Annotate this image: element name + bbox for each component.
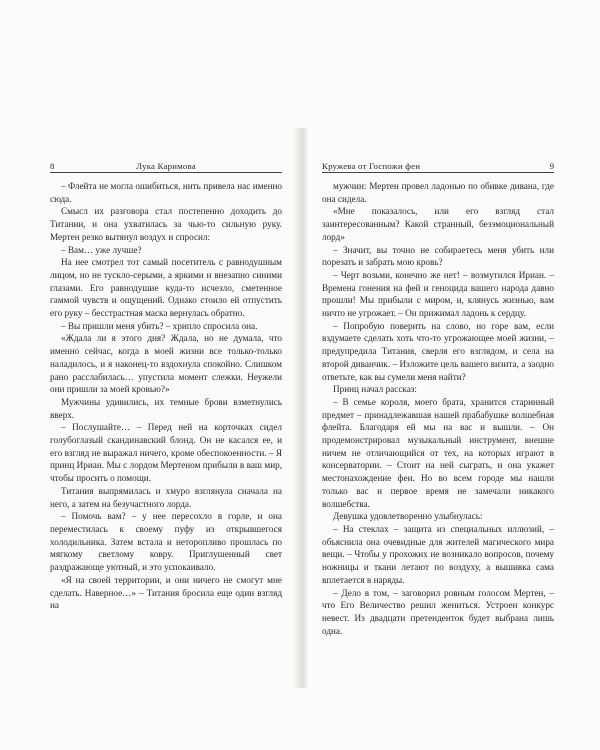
paragraph: «Мне показалось, или его взгляд стал заинтересованным? Какой странный, безэмоциональный лорд»	[322, 206, 554, 242]
page-number-right: 9	[549, 161, 554, 171]
left-page-body	[50, 180, 282, 612]
paragraph: мужчин: Мертен провел ладонью по обивке дивана, где она сидела.	[322, 181, 554, 204]
book-gutter	[294, 128, 308, 688]
paragraph: – Флейта не могла ошибиться, нить привела нас именно сюда.	[50, 181, 282, 204]
paragraph: – Черт возьми, конечно же нет! – возмутился Ириан. – Времена гонения на фей и геноцида вашего народа давно прошли! Мы прибыли с миром, и, клянусь жизнью, вам ничто не угрожает. – Он прижимал ладонь к сердцу.	[322, 269, 554, 319]
paragraph: Титания выпрямилась и хмуро взглянула сначала на него, а затем на безучастного лорда.	[50, 485, 282, 509]
paragraph: Принц начал рассказ:	[333, 384, 417, 395]
running-head-author: Лука Каримова	[136, 161, 196, 171]
running-head-title: Кружева от Госпожи феи	[322, 161, 421, 171]
paragraph: Мужчины удивились, их темные брови взметнулись вверх.	[50, 396, 282, 420]
paragraph: – Вам… уже лучше?	[61, 244, 142, 255]
paragraph: – Попробую поверить на слово, но горе вам, если вздумаете сделать хоть что-то угрожающее моей жизни, – предупредила Титания, сверля его взглядом, и села на второй диванчик. – Изложите цель вашего визита, а заодно ответьте, как вы сумели меня найти?	[322, 320, 554, 382]
page-number-left: 8	[50, 161, 55, 171]
paragraph: «Я на своей территории, и они ничего не смогут мне сделать. Наверное…» – Титания бросила еще один взгляд на	[50, 574, 282, 611]
right-page-body	[322, 180, 554, 637]
paragraph: – Послушайте… – Перед ней на корточках сидел голубоглазый скандинавский блонд. Он не касался ее, и его взгляд не выражал ничего, кроме обеспокоенности. – Я принц Ириан. Мы с лордом Мертеном прибыли в ваш мир, чтобы просить о помощи.	[50, 422, 282, 484]
paragraph: – В семье короля, моего брата, хранится старинный предмет – принадлежавшая нашей прабабушке волшебная флейта. Благодаря ей мы на вас и вышли. – Он продемонстрировал музыкальный инструмент, внешне ничем не отличающийся от тех, на которых играют в консерватории. – Стоит на ней сыграть, и она укажет местонахождение феи. Но во всем городе мы нашли только вас и первое время не замечали никакого волшебства.	[322, 396, 554, 509]
paragraph: – Дело в том, – заговорил ровным голосом Мертен, – что Его Величество решил жениться. Устроен конкурс невест. Из двадцати претенденток будет выбрана лишь одна.	[322, 587, 554, 636]
left-page-header	[50, 160, 282, 173]
right-page-header	[322, 160, 554, 173]
paragraph: Девушка удовлетворенно улыбнулась:	[333, 511, 483, 522]
paragraph: «Ждала ли я этого дня? Ждала, но не думала, что именно сейчас, когда в моей жизни все только-только наладилось, и я наконец-то вздохнула спокойно. Слишком рано расслабилась… упустила момент слежки. Неужели они пришли за моей кровью?»	[50, 333, 282, 395]
paragraph: – Помочь вам? – у нее пересохло в горле, и она переместилась к своему пуфу из открывшегося холодильника. Затем встала и неторопливо прошлась по мягкому светлому ковру. Приглушенный свет раздражающе уютный, и это успокаивало.	[50, 511, 282, 573]
paragraph: – Вы пришли меня убить? – хрипло спросила она.	[61, 320, 258, 331]
paragraph: – На стеклах – защита из специальных иллюзий, – объяснила она очевидные для жителей магического мира вещи. – Чтобы у прохожих не возникало вопросов, почему ножницы и ткани летают по воздуху, а вышивка сама вплетается в наряды.	[322, 523, 554, 585]
paragraph: На нее смотрел тот самый посетитель с равнодушным лицом, но не тускло-серыми, а яркими и внезапно синими глазами. Его равнодушие куда-то исчезло, сметенное гаммой чувств и ощущений. Однако стоило ей отпустить его руку – бесстрастная маска вернулась обратно.	[50, 257, 282, 319]
right-page	[322, 160, 554, 637]
paragraph: Смысл их разговора стал постепенно доходить до Титании, и она ухватилась за чью-то сильную руку. Мертен резко вытянул воздух и спросил:	[50, 206, 282, 242]
paragraph: – Значит, вы точно не собираетесь меня убить или порезать и забрать мою кровь?	[322, 244, 554, 268]
left-page	[50, 160, 282, 612]
